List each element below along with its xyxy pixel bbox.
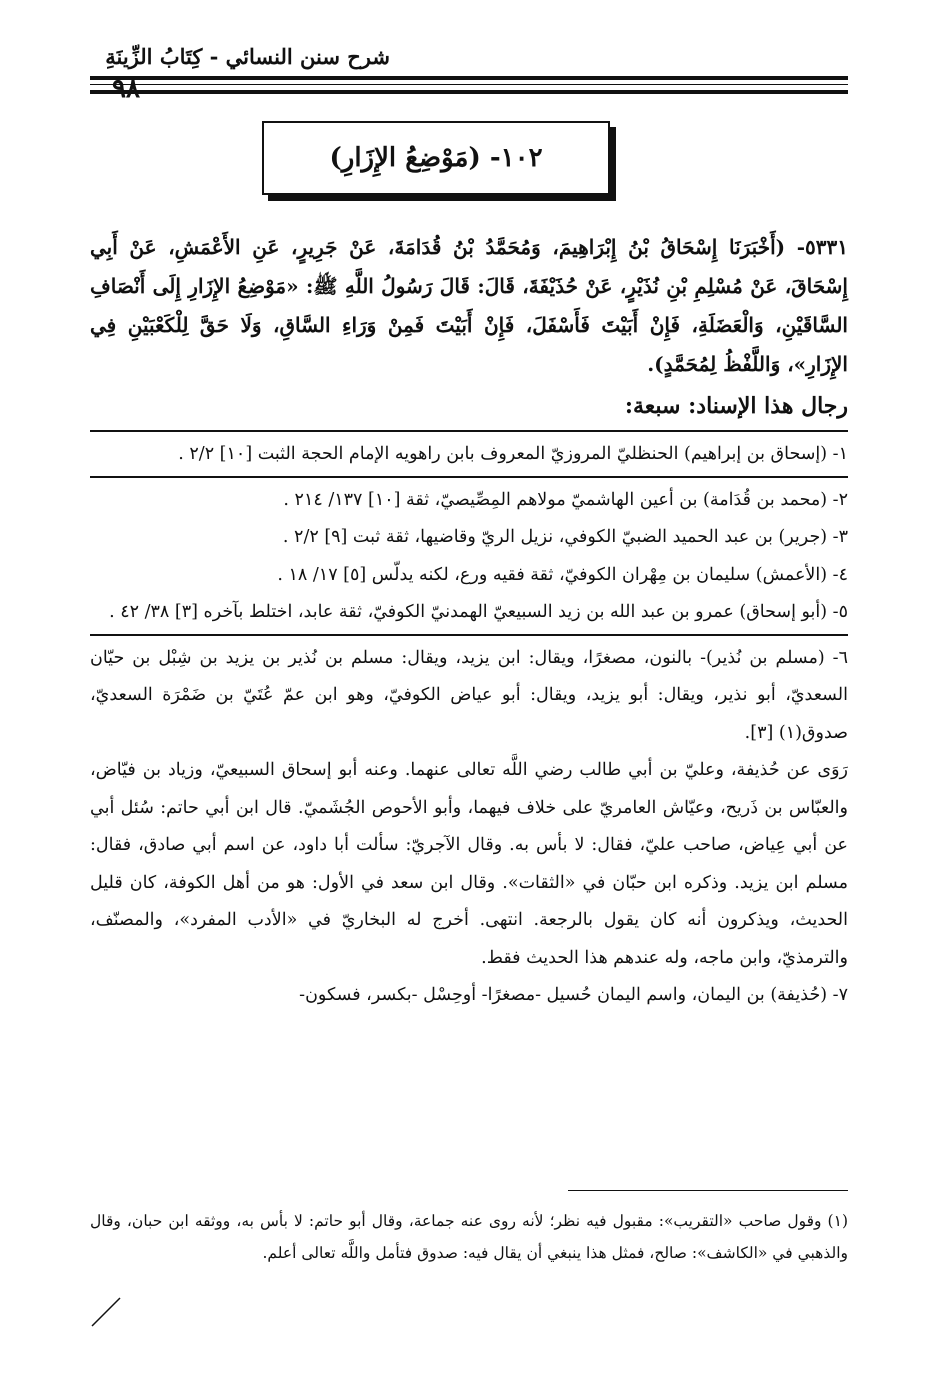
section-title: رجال هذا الإسناد: سبعة: <box>624 393 848 419</box>
hadith-text: ٥٣٣١- (أَخْبَرَنَا إِسْحَاقُ بْنُ إِبْرَاهِيمَ، وَمُحَمَّدُ بْنُ قُدَامَةَ، عَنْ جَرِيرٍ، عَنِ الأَعْمَشِ، عَنْ أَبِي إِسْحَاقَ، عَنْ مُسْلِمِ بْنِ نُذَيْرٍ، عَنْ حُذَيْفَةَ، قَالَ: قَالَ رَسُولُ اللَّهِ ﷺ: «مَوْضِعُ الإِزَارِ إِلَى أَنْصَافِ السَّاقَيْنِ، وَالْعَضَلَةِ، فَإِنْ أَبَيْتَ فَأَسْفَلَ، فَإِنْ أَبَيْتَ فَمِنْ وَرَاءِ السَّاقِ، وَلَا حَقَّ لِلْكَعْبَيْنِ فِي الإِزَارِ»، وَاللَّفْظُ لِمُحَمَّدٍ). <box>90 235 848 376</box>
header-rule <box>90 76 848 80</box>
narrator-entry: ٧- (حُذيفة) بن اليمان، واسم اليمان حُسيل -مصغرًا- أوحِسْل -بكسر، فسكون- <box>299 985 848 1005</box>
narrator-divider <box>90 430 848 432</box>
narrator-divider <box>90 634 848 636</box>
corner-slash-mark <box>90 1296 122 1328</box>
header-rule-thin <box>90 84 848 85</box>
narrator-entry: رَوَى عن حُذيفة، وعليّ بن أبي طالب رضي اللَّه تعالى عنهما. وعنه أبو إسحاق السبيعيّ، وزياد بن فيّاض، والعبّاس بن ذَريح، وعيّاش العامريّ على خلاف فيهما، وأبو الأحوص الجُشَميّ. قال ابن أبي حاتم: سُئل أبي عن أبي عِياض، صاحب عليّ، فقال: لا بأس به. وقال الآجريّ: سألت أبا داود، عن اسم أبي صادق، فقال: مسلم ابن يزيد. وذكره ابن حبّان في «الثقات». وقال ابن سعد في الأول: هو من أهل الكوفة، كان قليل الحديث، ويذكرون أنه كان يقول بالرجعة. انتهى. أخرج له البخاريّ في «الأدب المفرد»، والمصنّف، والترمذيّ، وابن ماجه، وله عندهم هذا الحديث فقط. <box>90 760 848 968</box>
running-title: شرح سنن النسائي - كِتَابُ الزِّينَةِ <box>105 44 390 69</box>
narrator-entry: ٣- (جرير) بن عبد الحميد الضبيّ الكوفي، نزيل الريّ وقاضيها، ثقة ثبت [٩] ٢/٢ . <box>282 527 848 547</box>
header-rule <box>90 90 848 94</box>
narrator-entry: ٢- (محمد بن قُدَامة) بن أعين الهاشميّ مولاهم المِصِّيصيّ، ثقة [١٠] ١٣٧/ ٢١٤ . <box>283 489 848 510</box>
narrator-divider <box>90 476 848 478</box>
page-number: ٩٨ <box>112 74 140 104</box>
footnote: (١) وقول صاحب «التقريب»: مقبول فيه نظر؛ لأنه روى عنه جماعة، وقال أبو حاتم: لا بأس به، ووثقه ابن حبان، وقال والذهبي في «الكاشف»: صالح، فمثل هذا ينبغي أن يقال فيه: صدوق فتأمل واللَّه تعالى أعلم. <box>90 1212 848 1262</box>
chapter-title-box <box>262 121 610 195</box>
narrator-entry: ١- (إسحاق بن إبراهيم) الحنظليّ المروزيّ المعروف بابن راهويه الإمام الحجة الثبت [١٠] ٢/٢ . <box>178 444 848 464</box>
chapter-title: ١٠٢- (مَوْضِعُ الإِزَارِ) <box>329 143 543 173</box>
narrator-entry: ٦- (مسلم بن نُذير)- بالنون، مصغرًا، ويقال: ابن يزيد، ويقال: مسلم بن نُذير بن يزيد بن شِبْل بن حيّان السعديّ، أبو نذير، ويقال: أبو يزيد، ويقال: أبو عياض الكوفيّ، وهو ابن عمّ عُتَيّ بن ضَمْرَة السعديّ، صدوق(١) [٣]. <box>90 647 848 743</box>
narrator-entry: ٤- (الأعمش) سليمان بن مِهْران الكوفيّ، ثقة فقيه ورع، لكنه يدلّس [٥] ١٧/ ١٨ . <box>277 564 848 585</box>
footnote-rule <box>568 1190 848 1191</box>
page-body <box>90 228 848 1015</box>
narrator-entry: ٥- (أبو إسحاق) عمرو بن عبد الله بن زيد السبيعيّ الهمدنيّ الكوفيّ، ثقة عابد، اختلط بآخره [٣] ٣٨/ ٤٢ . <box>109 602 848 622</box>
